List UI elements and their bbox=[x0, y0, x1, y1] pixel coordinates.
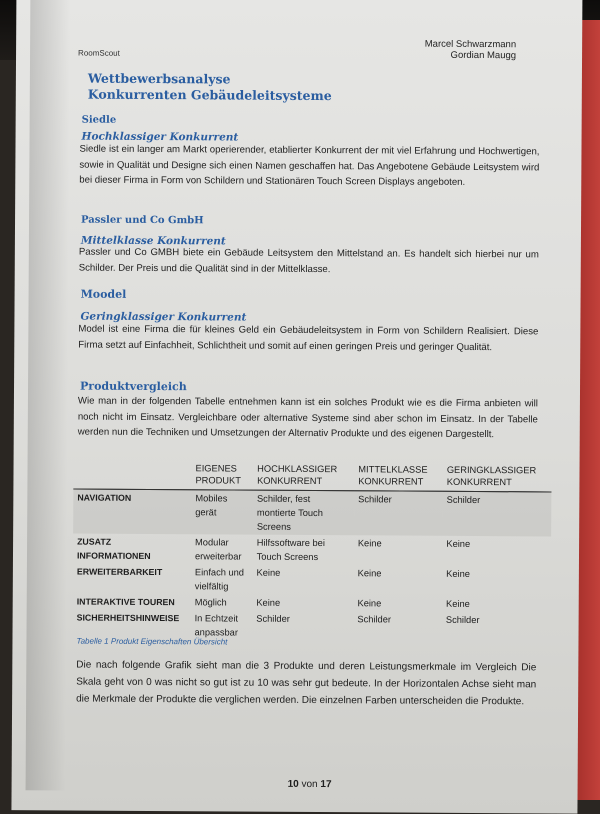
page-total: 17 bbox=[320, 779, 332, 791]
competitor-class-2: Mittelklasse Konkurrent bbox=[80, 234, 226, 248]
header-authors bbox=[425, 39, 516, 62]
table-header-cell: EIGENES PRODUKT bbox=[191, 461, 253, 490]
table-cell: In Echtzeit anpassbar bbox=[194, 613, 239, 638]
page-subtitle: Konkurrenten Gebäudeleitsysteme bbox=[87, 86, 332, 104]
author-1: Marcel Schwarzmann bbox=[424, 38, 517, 51]
table-cell: Schilder bbox=[256, 613, 290, 624]
competitor-class-1: Hochklassiger Konkurrent bbox=[81, 130, 239, 144]
table-cell: Schilder, fest montierte Touch Screens bbox=[256, 493, 323, 532]
table-cell: Möglich bbox=[194, 597, 227, 608]
table-cell: Schilder bbox=[446, 494, 481, 506]
closing-paragraph: Die nach folgende Grafik sieht man die 3 Produkte und deren Leistungsmerkmale im Vergleich Die Skala geht von 0 was nicht so gut ist zu 10 was sehr gut bedeute. In der Horizontalen Achse sieht man die Merkmale der Produkte die verglichen werden. Die einzelnen Farben unterscheiden die Produkte. bbox=[76, 659, 537, 708]
table-cell: Keine bbox=[446, 538, 471, 549]
table-cell: Hilfssoftware bei Touch Screens bbox=[256, 537, 325, 563]
competitor-text-3: Model ist eine Firma die für kleines Geld ein Gebäudeleitsystem in Form von Schildern Realisiert. Diese Firma setzt auf Einfachheit, Schlichtheit und somit auf einen geringen Preis und geringer Qualität. bbox=[78, 323, 539, 353]
page-footer bbox=[288, 779, 332, 790]
comparison-intro: Wie man in der folgenden Tabelle entnehmen kann ist ein solches Produkt wie es die Firma anbieten will noch nicht im Einsatz. Vergleichbare oder alternative Systeme sind aber schon im Einsatz. In der Tabelle werden nun die Techniken und Umsetzungen der Alternativ Produkte und des eigenen Dargestellt. bbox=[77, 395, 538, 441]
comparison-table bbox=[72, 461, 551, 643]
competitor-text-2: Passler und Co GMBH biete ein Gebäude Leitsystem den Mittelstand an. Es handelt sich hierbei nur um Schilder. Der Preis und die Qualität sind in der Mittelklasse. bbox=[78, 246, 539, 275]
row-label: NAVIGATION bbox=[77, 492, 132, 503]
comparison-heading: Produktvergleich bbox=[79, 379, 187, 394]
table-cell: Keine bbox=[357, 598, 382, 609]
table-cell: Keine bbox=[357, 568, 382, 579]
competitor-name-1: Siedle bbox=[81, 114, 117, 126]
table-header-row bbox=[73, 461, 551, 492]
page-number: 10 bbox=[287, 778, 299, 790]
page-shadow bbox=[26, 0, 71, 790]
page-sep: von bbox=[301, 778, 318, 791]
table-header-cell: MITTELKLASSE KONKURRENT bbox=[354, 462, 443, 491]
table-header-cell bbox=[73, 461, 191, 490]
table-cell: Keine bbox=[445, 598, 470, 609]
row-label: INTERAKTIVE TOUREN bbox=[76, 596, 175, 608]
row-label: ZUSATZ INFORMATIONEN bbox=[76, 536, 151, 562]
table-row bbox=[73, 534, 551, 567]
page-title: Wettbewerbsanalyse bbox=[87, 70, 231, 87]
table-row bbox=[73, 489, 551, 536]
competitor-name-3: Moodel bbox=[80, 287, 127, 301]
competitor-class-3: Geringklassiger Konkurrent bbox=[80, 310, 247, 324]
table-cell: Keine bbox=[357, 538, 382, 549]
table-row bbox=[73, 564, 551, 597]
table-cell: Mobiles gerät bbox=[195, 493, 228, 518]
row-label: ERWEITERBARKEIT bbox=[76, 566, 163, 578]
table-cell: Keine bbox=[446, 568, 471, 579]
table-cell: Schilder bbox=[445, 614, 480, 626]
document-page bbox=[11, 0, 582, 814]
table-caption: Tabelle 1 Produkt Eigenschaften Übersicht bbox=[76, 636, 228, 647]
table-cell: Schilder bbox=[358, 494, 392, 505]
row-label: SICHERHEITSHINWEISE bbox=[76, 612, 180, 624]
table-header-cell: HOCHKLASSIGER KONKURRENT bbox=[253, 462, 354, 491]
table-cell: Keine bbox=[256, 597, 281, 608]
table-cell: Modular erweiterbar bbox=[194, 537, 242, 562]
table-header-cell: GERINGKLASSIGER KONKURRENT bbox=[443, 463, 552, 492]
table-cell: Keine bbox=[256, 567, 281, 578]
header-logo: RoomScout bbox=[78, 48, 120, 58]
competitor-text-1: Siedle ist ein langer am Markt operierender, etablierter Konkurrent der mit viel Erfahrung und Hochwertigen, sowie in Qualität und Designe sich einen Namen geschaffen hat. Das Angebotene Gebäude Leitsystem wird bei dieser Firma in Form von Schildern und Stationären Touch Screen Displays angeboten. bbox=[79, 143, 540, 188]
table-cell: Einfach und vielfältig bbox=[194, 567, 245, 592]
table-cell: Schilder bbox=[357, 614, 392, 625]
author-2: Gordian Maugg bbox=[450, 49, 517, 62]
competitor-name-2: Passler und Co GmbH bbox=[81, 214, 204, 227]
